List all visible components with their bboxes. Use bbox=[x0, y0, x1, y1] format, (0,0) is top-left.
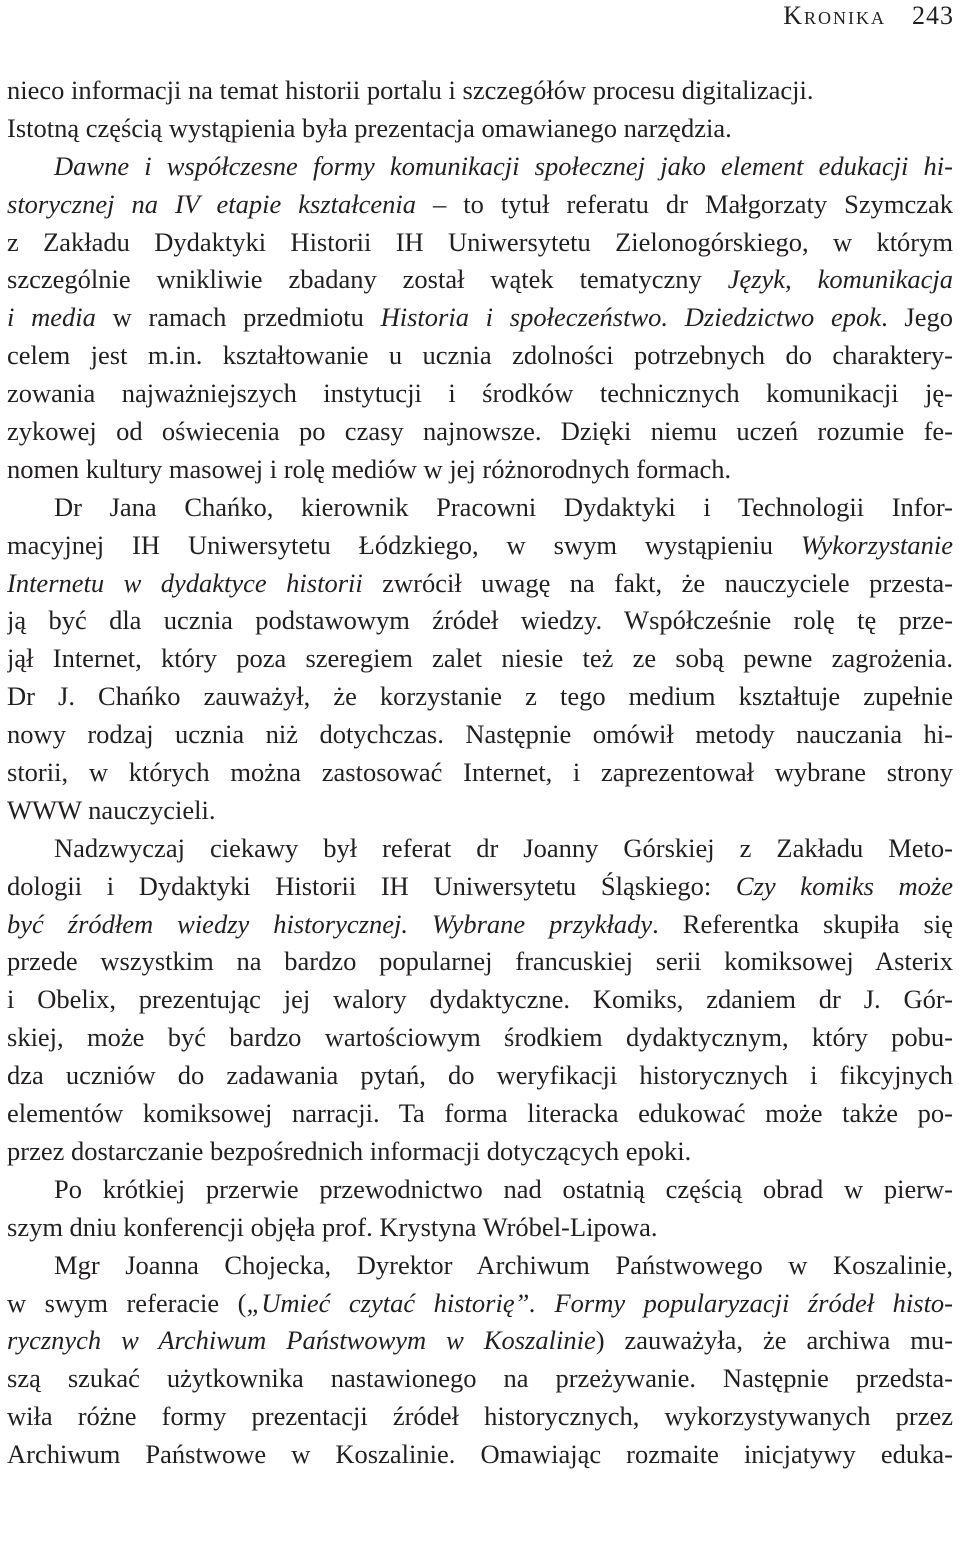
text-line bbox=[7, 186, 953, 224]
text-segment: WWW nauczycieli. bbox=[7, 794, 216, 825]
text-segment: zwrócił uwagę na fakt, że nauczyciele przesta- bbox=[362, 567, 953, 598]
text-segment: szą szukać użytkownika nastawionego na przeżywanie. Następnie przedsta- bbox=[7, 1363, 953, 1394]
text-line bbox=[7, 1247, 953, 1285]
text-line bbox=[7, 792, 953, 830]
text-line bbox=[7, 1398, 953, 1436]
text-line bbox=[7, 451, 953, 489]
text-segment: dologii i Dydaktyki Historii IH Uniwersytetu Śląskiego: bbox=[7, 870, 736, 901]
text-line bbox=[7, 148, 953, 186]
text-segment: . Referentka skupiła się bbox=[652, 908, 953, 939]
text-line bbox=[7, 830, 953, 868]
italic-text: być źródłem wiedzy historycznej. Wybrane przykłady bbox=[7, 908, 653, 939]
text-line bbox=[7, 906, 953, 944]
text-segment: zowania najważniejszych instytucji i środków technicznych komunikacji ję- bbox=[7, 378, 953, 409]
text-line bbox=[7, 224, 953, 262]
text-segment: celem jest m.in. kształtowanie u ucznia zdolności potrzebnych do charaktery- bbox=[7, 340, 953, 371]
text-segment: przez dostarczanie bezpośrednich informacji dotyczących epoki. bbox=[7, 1135, 692, 1166]
text-segment: przede wszystkim na bardzo popularnej francuskiej serii komiksowej Asterix bbox=[7, 946, 953, 977]
text-line bbox=[7, 1095, 953, 1133]
text-segment: Dr Jana Chańko, kierownik Pracowni Dydaktyki i Technologii Infor- bbox=[54, 491, 953, 522]
text-segment: storii, w których można zastosować Internet, i zaprezentował wybrane strony bbox=[7, 757, 953, 788]
text-segment: wiła różne formy prezentacji źródeł historycznych, wykorzystywanych przez bbox=[7, 1401, 953, 1432]
text-line bbox=[7, 678, 953, 716]
text-line bbox=[7, 1171, 953, 1209]
text-segment: Istotną częścią wystąpienia była prezentacja omawianego narzędzia. bbox=[7, 112, 732, 143]
text-line bbox=[7, 375, 953, 413]
text-segment: szym dniu konferencji objęła prof. Krystyna Wróbel-Lipowa. bbox=[7, 1211, 658, 1242]
text-segment: nomen kultury masowej i rolę mediów w jej różnorodnych formach. bbox=[7, 453, 732, 484]
italic-text: rycznych w Archiwum Państwowym w Koszalinie bbox=[7, 1325, 596, 1356]
text-line bbox=[7, 1360, 953, 1398]
text-line bbox=[7, 337, 953, 375]
text-line bbox=[7, 602, 953, 640]
text-line bbox=[7, 754, 953, 792]
text-segment: nowy rodzaj ucznia niż dotychczas. Następnie omówił metody nauczania hi- bbox=[7, 719, 953, 750]
italic-text: Historia i społeczeństwo. Dziedzictwo epok bbox=[380, 302, 882, 333]
text-line bbox=[7, 1322, 953, 1360]
text-segment: dza uczniów do zadawania pytań, do weryfikacji historycznych i fikcyjnych bbox=[7, 1060, 953, 1091]
text-segment: Nadzwyczaj ciekawy był referat dr Joanny Górskiej z Zakładu Meto- bbox=[54, 832, 953, 863]
italic-text: Dawne i współczesne formy komunikacji społecznej jako element edukacji hi- bbox=[54, 150, 953, 181]
text-line bbox=[7, 640, 953, 678]
text-segment: w ramach przedmiotu bbox=[95, 302, 381, 333]
text-segment: nieco informacji na temat historii portalu i szczegółów procesu digitalizacji. bbox=[7, 75, 814, 105]
running-head bbox=[783, 0, 954, 32]
text-segment: macyjnej IH Uniwersytetu Łódzkiego, w swym wystąpieniu bbox=[7, 529, 801, 560]
italic-text: i media bbox=[7, 302, 96, 333]
text-segment: w swym referacie ( bbox=[7, 1287, 247, 1318]
text-line bbox=[7, 1436, 953, 1474]
text-line bbox=[7, 943, 953, 981]
italic-text: Internetu w dydaktyce historii bbox=[7, 567, 363, 598]
text-segment: ją być dla ucznia podstawowym źródeł wiedzy. Współcześnie rolę tę prze- bbox=[7, 605, 953, 636]
running-head-title: Kronika bbox=[783, 1, 886, 30]
text-segment: Archiwum Państwowe w Koszalinie. Omawiając rozmaite inicjatywy eduka- bbox=[7, 1439, 953, 1470]
text-segment: Dr J. Chańko zauważył, że korzystanie z tego medium kształtuje zupełnie bbox=[7, 681, 953, 712]
text-segment: zykowej od oświecenia po czasy najnowsze. Dzięki niemu uczeń rozumie fe- bbox=[7, 416, 953, 447]
text-line bbox=[7, 716, 953, 754]
text-segment: elementów komiksowej narracji. Ta forma literacka edukować może także po- bbox=[7, 1098, 953, 1129]
italic-text: „Umieć czytać historię”. Formy popularyzacji źródeł histo- bbox=[246, 1287, 953, 1318]
text-line bbox=[7, 1133, 953, 1171]
text-line bbox=[7, 261, 953, 299]
text-line bbox=[7, 1285, 953, 1323]
text-segment: Mgr Joanna Chojecka, Dyrektor Archiwum Państwowego w Koszalinie, bbox=[54, 1249, 953, 1280]
text-line bbox=[7, 1019, 953, 1057]
body-text bbox=[7, 72, 953, 1474]
text-segment: jął Internet, który poza szeregiem zalet niesie też ze sobą pewne zagrożenia. bbox=[7, 643, 953, 674]
text-segment: skiej, może być bardzo wartościowym środkiem dydaktycznym, który pobu- bbox=[7, 1022, 953, 1053]
text-segment: – to tytuł referatu dr Małgorzaty Szymczak bbox=[416, 188, 953, 219]
text-line bbox=[7, 489, 953, 527]
italic-text: Wykorzystanie bbox=[800, 529, 953, 560]
text-line bbox=[7, 527, 953, 565]
text-segment: szczególnie wnikliwie zbadany został wątek tematyczny bbox=[7, 264, 728, 295]
text-segment: z Zakładu Dydaktyki Historii IH Uniwersytetu Zielonogórskiego, w którym bbox=[7, 226, 953, 257]
italic-text: Czy komiks może bbox=[735, 870, 953, 901]
text-line bbox=[7, 110, 953, 148]
text-line bbox=[7, 565, 953, 603]
text-line bbox=[7, 1209, 953, 1247]
italic-text: storycznej na IV etapie kształcenia bbox=[7, 188, 417, 219]
text-segment: . Jego bbox=[881, 302, 953, 333]
text-segment: i Obelix, prezentując jej walory dydaktyczne. Komiks, zdaniem dr J. Gór- bbox=[7, 984, 953, 1015]
page-number: 243 bbox=[912, 1, 954, 30]
text-line bbox=[7, 868, 953, 906]
text-line bbox=[7, 981, 953, 1019]
text-segment: ) zauważyła, że archiwa mu- bbox=[595, 1325, 953, 1356]
text-segment: Po krótkiej przerwie przewodnictwo nad ostatnią częścią obrad w pierw- bbox=[54, 1173, 953, 1204]
text-line bbox=[7, 299, 953, 337]
italic-text: Język, komunikacja bbox=[727, 264, 953, 295]
text-line bbox=[7, 413, 953, 451]
text-line bbox=[7, 72, 953, 110]
text-line bbox=[7, 1057, 953, 1095]
